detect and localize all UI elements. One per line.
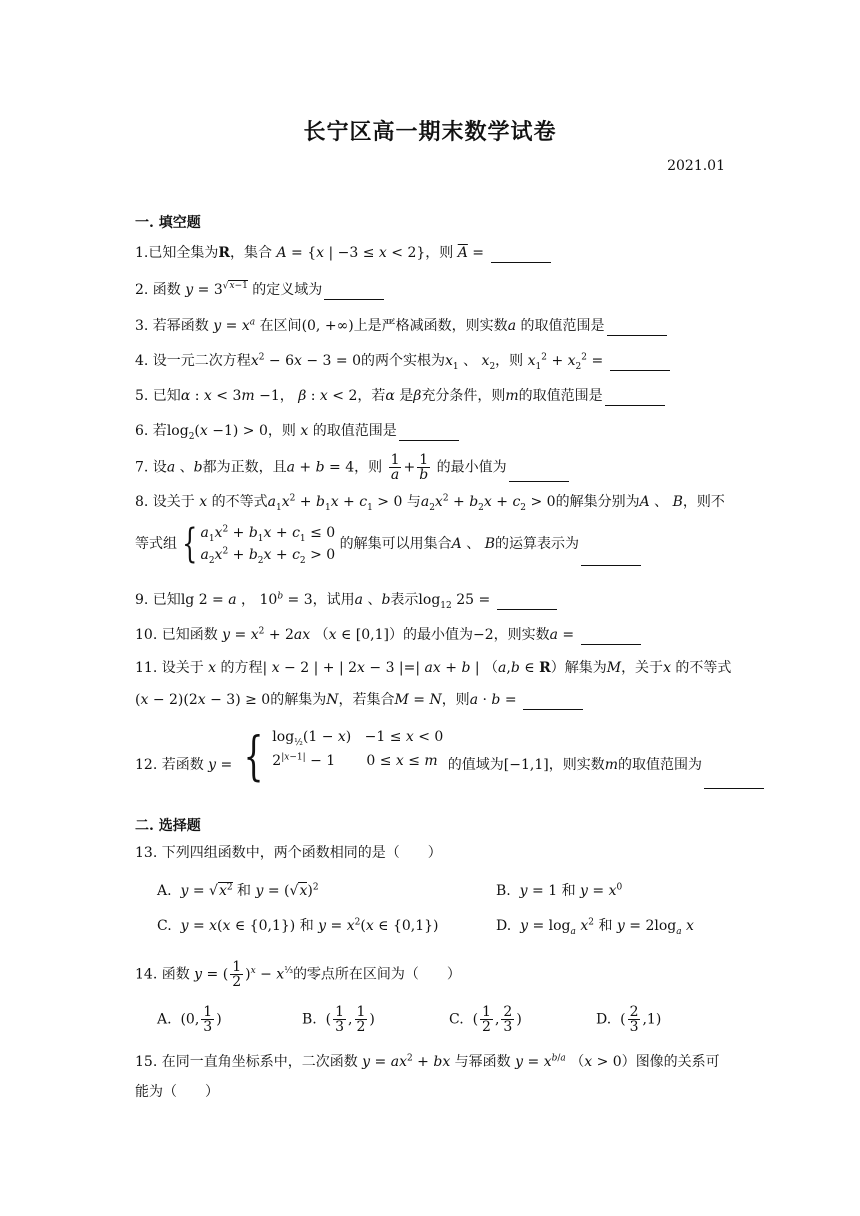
answer-blank[interactable] xyxy=(607,321,667,336)
option-13-a[interactable]: A. $y = √x^2$ 和 $y = (√x)^2$ xyxy=(157,882,319,899)
answer-blank[interactable] xyxy=(605,391,665,406)
answer-blank[interactable] xyxy=(491,248,551,263)
question-12: 12. 若函数 y = { $\log_{\frac{1}{2}}(1 - x) -1 \le x < 0$ $2^{|x-1|} - 1$ 0 ≤ x ≤ m 的值域为[−1,1]，则实数m的取值范围为 xyxy=(135,725,764,773)
exam-date: 2021.01 xyxy=(667,158,725,174)
question-8-line-2: 等式组 { $a_1x^2 + b_1x + c_1 \le 0$ $a_2x^2 + b_2x + c_2 > 0$ 的解集可以用集合A 、 B的运算表示为 xyxy=(135,522,641,566)
question-4: 4. 设一元二次方程$x^2 - 6x - 3 = 0$的两个实根为$x_1$ 、 $x_2$，则 $x_1^2 + x_2^2$ = xyxy=(135,351,670,371)
question-2: 2. 函数 $y = 3^{√x-1}$ 的定义域为 xyxy=(135,280,384,300)
answer-blank[interactable] xyxy=(581,630,641,645)
option-14-a[interactable]: A. (0, $\frac{1}{3}$ ) xyxy=(157,1004,222,1035)
option-14-c[interactable]: C. ( $\frac{1}{2}$ , $\frac{2}{3}$ ) xyxy=(449,1004,522,1035)
question-6: 6. 若$\log_2(x -1) > 0$，则 x 的取值范围是 xyxy=(135,421,459,441)
answer-blank[interactable] xyxy=(581,551,641,566)
question-1: 1.已知全集为R，集合 A = {x | −3 ≤ x < 2}，则 $\overline{A}$ = xyxy=(135,243,551,263)
question-5: 5. 已知α : x < 3m −1， β : x < 2，若α 是β充分条件，则m的取值范围是 xyxy=(135,386,665,406)
question-8-line-1: 8. 设关于 x 的不等式$a_1x^2 + b_1x + c_1 > 0$ 与$a_2x^2 + b_2x + c_2 > 0$的解集分别为A 、 B，则不 xyxy=(135,493,725,513)
section-fill-in: 一. 填空题 xyxy=(135,215,201,231)
answer-blank[interactable] xyxy=(324,285,384,300)
answer-blank[interactable] xyxy=(497,595,557,610)
option-14-d[interactable]: D. ( $\frac{2}{3}$ ,1) xyxy=(596,1004,662,1035)
answer-blank[interactable] xyxy=(704,774,764,789)
question-15-line-1: 15. 在同一直角坐标系中，二次函数 $y = ax^2$ + bx 与幂函数 $y = x^{b/a}$ （x > 0）图像的关系可 xyxy=(135,1053,720,1070)
question-15-line-2: 能为（ ） xyxy=(135,1084,219,1100)
answer-blank[interactable] xyxy=(399,426,459,441)
question-3: 3. 若幂函数 $y = x^a$ 在区间(0, +∞)上是严格减函数，则实数a 的取值范围是 xyxy=(135,316,667,336)
question-10: 10. 已知函数 $y = x^2 + 2ax$ （x ∈ [0,1]）的最小值为−2，则实数a = xyxy=(135,625,641,645)
answer-blank[interactable] xyxy=(509,467,569,482)
question-13: 13. 下列四组函数中，两个函数相同的是（ ） xyxy=(135,845,442,861)
question-9: 9. 已知lg 2 = a ， $10^b = 3$，试用a 、b表示$\log_{12} 25$ = xyxy=(135,590,557,610)
option-14-b[interactable]: B. ( $\frac{1}{3}$ , $\frac{1}{2}$ ) xyxy=(302,1004,375,1035)
question-7: 7. 设a 、b都为正数，且a + b = 4，则 $\frac{1}{a}$ + $\frac{1}{b}$ 的最小值为 xyxy=(135,453,569,482)
section-multiple-choice: 二. 选择题 xyxy=(135,818,201,834)
question-11-line-2: (x − 2)(2x − 3) ≥ 0的解集为N，若集合M = N，则a · b = xyxy=(135,690,583,710)
answer-blank[interactable] xyxy=(610,356,670,371)
question-11-line-1: 11. 设关于 x 的方程| x − 2 | + | 2x − 3 |=| ax + b | （a,b ∈ R）解集为M，关于x 的不等式 xyxy=(135,660,732,676)
answer-blank[interactable] xyxy=(523,695,583,710)
question-14: 14. 函数 y = ( $\frac{1}{2}$ )$^x - x^{\frac{1}{3}}$的零点所在区间为（ ） xyxy=(135,959,461,990)
option-13-b[interactable]: B. y = 1 和 $y = x^0$ xyxy=(496,882,623,899)
page-title: 长宁区高一期末数学试卷 xyxy=(303,119,557,145)
option-13-d[interactable]: D. $y = \log_a x^2$ 和 $y = 2\log_a$ x xyxy=(496,917,694,937)
option-13-c[interactable]: C. y = x(x ∈ {0,1}) 和 $y = x^2(x$ ∈ {0,1}) xyxy=(157,917,439,934)
